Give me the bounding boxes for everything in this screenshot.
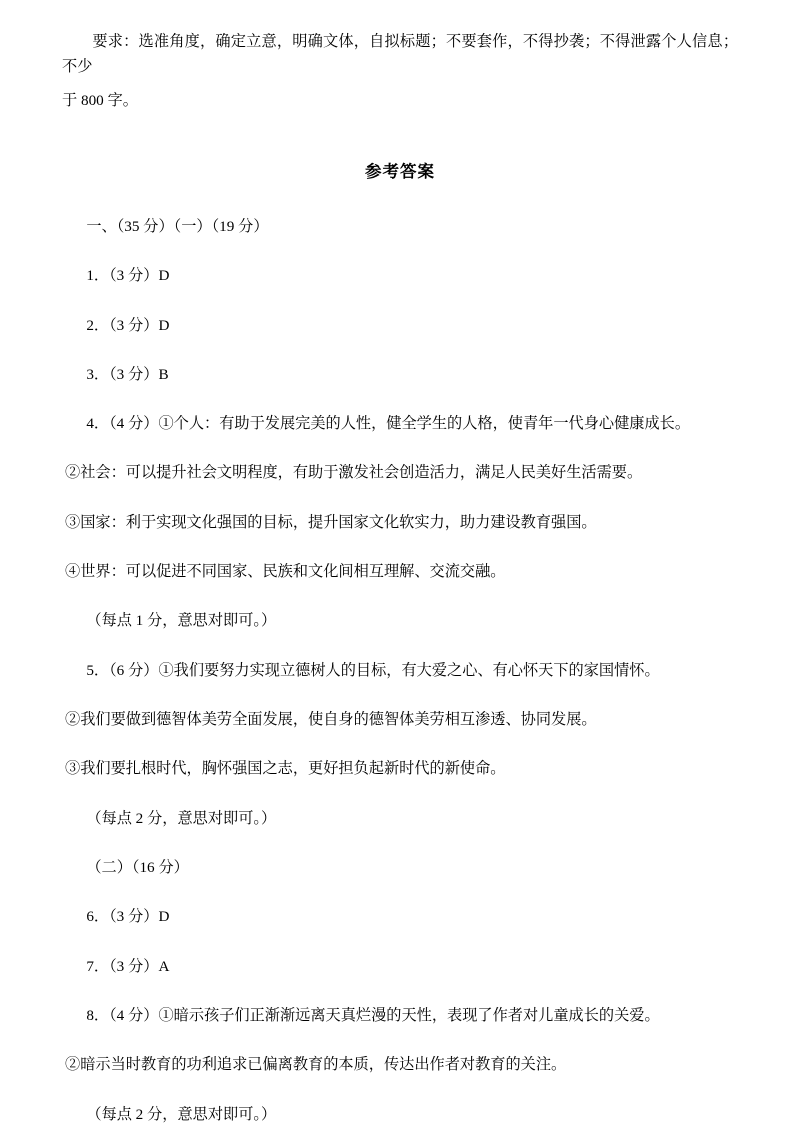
answer-item-4-sub-2: ②社会：可以提升社会文明程度，有助于激发社会创造活力，满足人民美好生活需要。 — [65, 464, 643, 482]
answer-item-5-sub-2: ②我们要做到德智体美劳全面发展，使自身的德智体美劳相互渗透、协同发展。 — [65, 711, 597, 728]
answer-key-heading: 参考答案 — [365, 161, 435, 181]
answer-item-4-sub-3: ③国家：利于实现文化强国的目标，提升国家文化软实力，助力建设教育强国。 — [65, 513, 597, 531]
section-heading-two: （二）（16 分） — [86, 858, 189, 876]
answer-item-5-sub-3: ③我们要扎根时代，胸怀强国之志，更好担负起新时代的新使命。 — [65, 760, 506, 778]
answer-item-8: 8．（4 分）①暗示孩子们正渐渐远离天真烂漫的天性，表现了作者对儿童成长的关爱。 — [86, 1006, 660, 1024]
answer-item-4-note: （每点 1 分，意思对即可。） — [86, 612, 277, 630]
answer-item-6: 6．（3 分）D — [86, 908, 170, 926]
answer-item-4-sub-4: ④世界：可以促进不同国家、民族和文化间相互理解、交流交融。 — [65, 563, 506, 581]
answer-item-7: 7．（3 分）A — [86, 957, 170, 975]
answer-item-2: 2．（3 分）D — [86, 316, 170, 334]
answer-item-5: 5．（6 分）①我们要努力实现立德树人的目标，有大爱之心、有心怀天下的家国情怀。 — [86, 661, 660, 679]
answer-item-5-note: （每点 2 分，意思对即可。） — [86, 809, 277, 827]
answer-item-1: 1．（3 分）D — [86, 267, 170, 285]
answer-item-4: 4．（4 分）①个人：有助于发展完美的人性，健全学生的人格，使青年一代身心健康成长。 — [86, 415, 691, 433]
section-heading-one: 一、（35 分）（一）（19 分） — [86, 217, 269, 235]
requirement-paragraph-line1: 要求：选准角度，确定立意，明确文体，自拟标题；不要套作，不得抄袭；不得泄露个人信息；不少 — [62, 33, 738, 75]
answer-item-8-sub-2: ②暗示当时教育的功利追求已偏离教育的本质，传达出作者对教育的关注。 — [65, 1056, 567, 1074]
answer-item-3: 3．（3 分）B — [86, 365, 169, 383]
requirement-paragraph-line2: 于 800 字。 — [62, 92, 138, 110]
answer-item-8-note: （每点 2 分，意思对即可。） — [86, 1105, 277, 1123]
